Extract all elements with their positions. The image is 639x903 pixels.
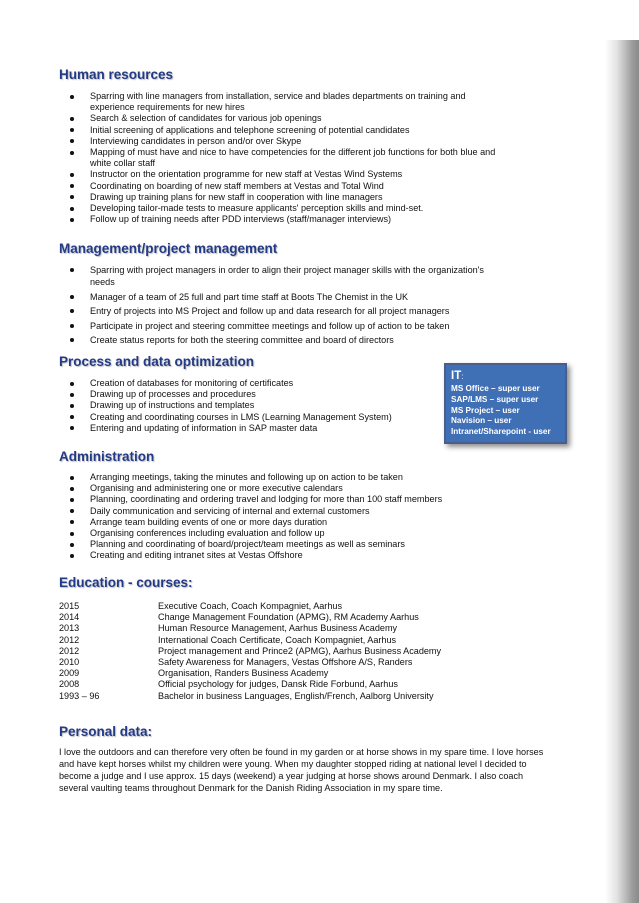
process-list [59,378,419,434]
education-year: 2014 [59,612,80,623]
list-item: Search & selection of candidates for various job openings [59,113,499,124]
education-course: Official psychology for judges, Dansk Ride Forbund, Aarhus [158,679,398,690]
list-item: Organising conferences including evaluation and follow up [59,528,499,539]
education-year: 2012 [59,634,80,645]
education-row [59,612,509,623]
education-course: Organisation, Randers Business Academy [158,668,329,679]
page-edge-shadow [605,40,639,903]
it-box-title [451,369,559,384]
education-course: Bachelor in business Languages, English/French, Aalborg University [158,690,434,701]
it-skill-line: MS Office – super user [451,384,540,393]
section-heading-management: Management/project management [59,241,278,256]
list-item: Arrange team building events of one or more days duration [59,517,499,528]
list-item: Organising and administering one or more executive calendars [59,483,499,494]
education-list [59,601,509,702]
it-box-title-colon: : [461,372,464,381]
list-item: Arranging meetings, taking the minutes and following up on action to be taken [59,472,499,483]
it-skills-box [444,363,567,444]
list-item: Drawing up of processes and procedures [59,389,419,400]
list-item: Creating and coordinating courses in LMS (Learning Management System) [59,412,419,423]
section-heading-administration: Administration [59,449,155,464]
education-year: 2010 [59,656,80,667]
education-row [59,635,509,646]
education-course: Safety Awareness for Managers, Vestas Offshore A/S, Randers [158,656,413,667]
education-course: Project management and Prince2 (APMG), Aarhus Business Academy [158,645,442,656]
list-item: Planning and coordinating of board/project/team meetings as well as seminars [59,539,499,550]
education-year: 2008 [59,679,80,690]
education-course: Change Management Foundation (APMG), RM Academy Aarhus [158,612,419,623]
education-year: 2013 [59,623,80,634]
education-year: 1993 – 96 [59,690,100,701]
education-course: Executive Coach, Coach Kompagniet, Aarhus [158,601,343,611]
section-heading-process: Process and data optimization [59,354,255,369]
list-item: Manager of a team of 25 full and part time staff at Boots The Chemist in the UK [59,291,499,303]
list-item: Create status reports for both the steering committee and board of directors [59,334,499,346]
list-item: Entry of projects into MS Project and follow up and data research for all project managers [59,305,499,317]
hr-list [59,91,499,225]
education-course: Human Resource Management, Aarhus Business Academy [158,623,398,634]
list-item: Follow up of training needs after PDD interviews (staff/manager interviews) [59,214,499,225]
education-row [59,657,509,668]
list-item: Initial screening of applications and telephone screening of potential candidates [59,125,499,136]
list-item: Interviewing candidates in person and/or over Skype [59,136,499,147]
education-row [59,668,509,679]
list-item: Creation of databases for monitoring of certificates [59,378,419,389]
education-year: 2015 [59,601,80,611]
it-box-title-text: IT [451,370,462,382]
list-item: Daily communication and servicing of internal and external customers [59,506,499,517]
education-row [59,679,509,690]
personal-data-text: I love the outdoors and can therefore very often be found in my garden or at horse shows in my spare time. I love horses and have kept horses whilst my children were young. When my daughter stopped riding at national level I decided to become a judge and I use approx. 15 days (weekend) a year judging at horse shows around Denmark. I also coach several vaulting teams throughout Denmark for the Danish Riding Association in my spare time. [59,747,544,793]
it-skill-line: Intranet/Sharepoint - user [451,427,551,437]
education-year: 2012 [59,645,80,656]
list-item: Participate in project and steering committee meetings and follow up of action to be taken [59,320,499,332]
education-course: International Coach Certificate, Coach Kompagniet, Aarhus [158,634,397,645]
administration-list [59,472,499,562]
it-skill-line: Navision – user [451,416,512,426]
list-item: Creating and editing intranet sites at Vestas Offshore [59,550,499,561]
list-item: Sparring with project managers in order to align their project manager skills with the organization's needs [59,264,499,288]
list-item: Planning, coordinating and ordering travel and lodging for more than 100 staff members [59,494,499,505]
it-skill-line: MS Project – user [451,405,520,415]
list-item: Coordinating on boarding of new staff members at Vestas and Total Wind [59,181,499,192]
education-row [59,646,509,657]
education-row [59,601,509,612]
education-year: 2009 [59,668,80,679]
education-row [59,623,509,634]
list-item: Drawing up of instructions and templates [59,400,419,411]
list-item: Sparring with line managers from installation, service and blades departments on training and experience requirements for new hires [59,91,499,113]
it-skill-line: SAP/LMS – super user [451,394,539,404]
list-item: Mapping of must have and nice to have competencies for the different job functions for both blue and white collar staff [59,147,499,169]
management-list [59,264,499,349]
section-heading-personal-data: Personal data: [59,724,153,739]
list-item: Drawing up training plans for new staff in cooperation with line managers [59,192,499,203]
section-heading-education: Education - courses: [59,575,193,590]
section-heading-human-resources: Human resources [59,67,174,82]
list-item: Entering and updating of information in SAP master data [59,423,419,434]
list-item: Developing tailor-made tests to measure applicants' perception skills and mind-set. [59,203,499,214]
list-item: Instructor on the orientation programme for new staff at Vestas Wind Systems [59,169,499,180]
education-row [59,691,509,702]
